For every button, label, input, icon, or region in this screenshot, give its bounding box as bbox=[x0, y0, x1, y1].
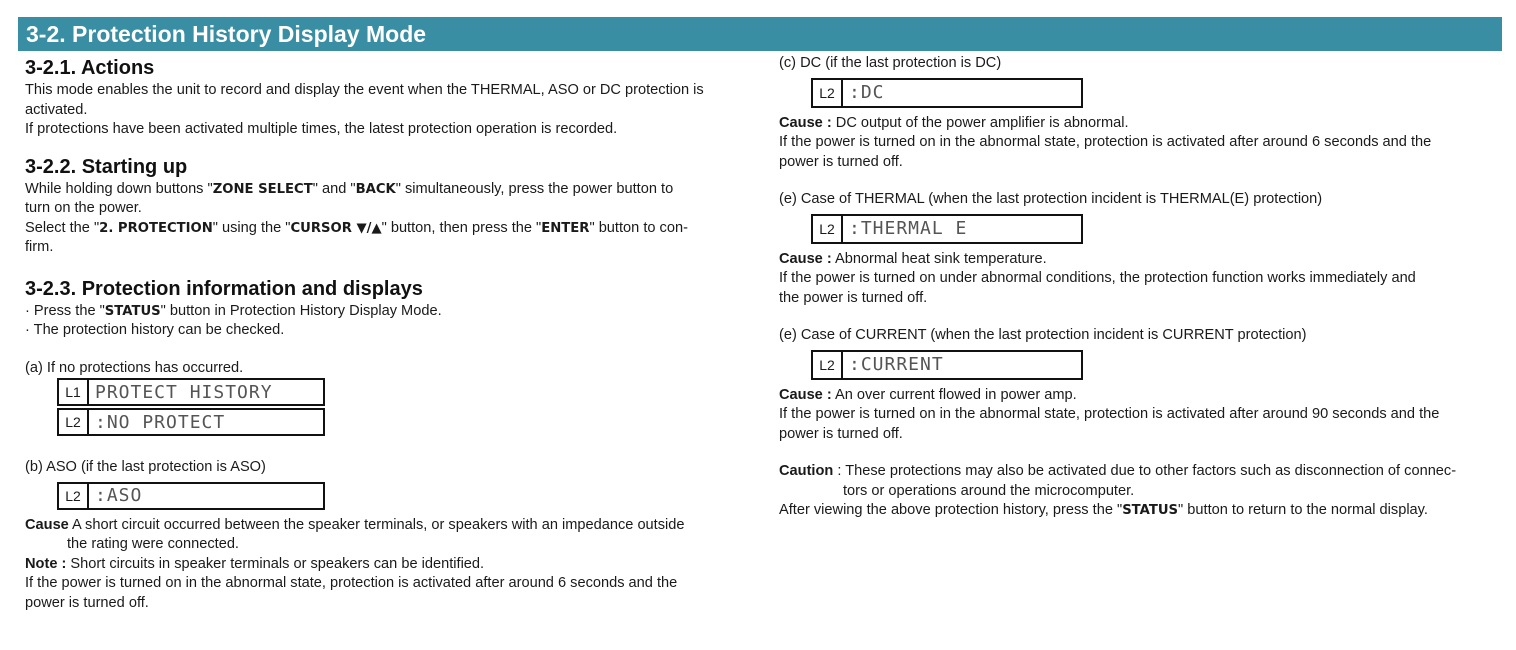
status-button-label: STATUS bbox=[1122, 503, 1179, 518]
lcd-line-tag: L2 bbox=[59, 410, 89, 434]
case-c-extra-1: If the power is turned on in the abnormal state, protection is activated after around 6 seconds and the bbox=[779, 134, 1432, 150]
section-banner bbox=[18, 17, 1502, 51]
case-e-current-extra-2: power is turned off. bbox=[779, 425, 903, 442]
case-c-extra-2: power is turned off. bbox=[779, 153, 903, 170]
protection-menu-label: 2. PROTECTION bbox=[99, 220, 213, 236]
lcd-display-aso bbox=[57, 482, 325, 510]
lcd-display-dc bbox=[811, 78, 1083, 108]
case-b-cause-cont: the rating were connected. bbox=[67, 536, 239, 552]
case-b-title: (b) ASO (if the last protection is ASO) bbox=[25, 459, 266, 475]
lcd-display-line-2 bbox=[57, 408, 325, 436]
lcd-line-value: PROTECT HISTORY bbox=[95, 381, 273, 403]
case-b-cause: Cause A short circuit occurred between the speaker terminals, or speakers with an impedance outside bbox=[25, 516, 685, 533]
case-e-thermal-extra-1: If the power is turned on under abnormal conditions, the protection function works immediately and bbox=[779, 270, 1416, 286]
caution-line-2: tors or operations around the microcomputer. bbox=[843, 482, 1135, 499]
status-button-label: STATUS bbox=[104, 303, 161, 319]
back-button-label: BACK bbox=[355, 181, 396, 197]
lcd-line-value: :ASO bbox=[95, 485, 143, 506]
case-c-title: (c) DC (if the last protection is DC) bbox=[779, 55, 1002, 71]
caution-line-1: Caution : These protections may also be activated due to other factors such as disconnection of connec- bbox=[779, 463, 1457, 479]
starting-line-2: turn on the power. bbox=[25, 200, 142, 216]
case-c-cause: Cause : DC output of the power amplifier is abnormal. bbox=[779, 114, 1129, 131]
case-e-current-extra-1: If the power is turned on in the abnormal state, protection is activated after around 90 seconds and the bbox=[779, 406, 1440, 422]
info-line-1: · Press the "STATUS" button in Protection History Display Mode. bbox=[25, 302, 442, 319]
case-b-extra-2: power is turned off. bbox=[25, 594, 149, 611]
info-heading: 3-2.3. Protection information and displays bbox=[25, 277, 423, 300]
actions-line-1: This mode enables the unit to record and display the event when the THERMAL, ASO or DC protection is bbox=[25, 82, 704, 98]
lcd-line-tag: L2 bbox=[813, 216, 843, 242]
case-e-current-title: (e) Case of CURRENT (when the last protection incident is CURRENT protection) bbox=[779, 327, 1307, 343]
lcd-line-tag: L2 bbox=[813, 80, 843, 106]
case-e-thermal-title: (e) Case of THERMAL (when the last protection incident is THERMAL(E) protection) bbox=[779, 191, 1323, 207]
actions-heading: 3-2.1. Actions bbox=[25, 57, 155, 79]
lcd-line-tag: L2 bbox=[813, 352, 843, 378]
lcd-line-value: :THERMAL E bbox=[849, 218, 968, 239]
case-b-note: Note : Short circuits in speaker terminals or speakers can be identified. bbox=[25, 555, 485, 572]
starting-line-4: firm. bbox=[25, 239, 54, 255]
cursor-button-label: CURSOR ▼/▲ bbox=[290, 220, 382, 236]
lcd-display-line-1 bbox=[57, 378, 325, 406]
lcd-line-value: :DC bbox=[849, 82, 885, 103]
caution-line-3: After viewing the above protection history, press the "STATUS" button to return to the normal display. bbox=[779, 502, 1428, 518]
lcd-line-value: :CURRENT bbox=[849, 354, 944, 375]
lcd-line-tag: L2 bbox=[59, 484, 89, 508]
lcd-line-tag: L1 bbox=[59, 380, 89, 404]
info-line-2: · The protection history can be checked. bbox=[25, 322, 285, 338]
case-a-title: (a) If no protections has occurred. bbox=[25, 359, 244, 376]
starting-line-3: Select the "2. PROTECTION" using the "CURSOR ▼/▲" button, then press the "ENTER" button to con- bbox=[25, 219, 688, 236]
case-e-current-cause: Cause : An over current flowed in power amp. bbox=[779, 386, 1077, 403]
starting-line-1: While holding down buttons "ZONE SELECT" and "BACK" simultaneously, press the power button to bbox=[25, 180, 674, 197]
actions-line-2: activated. bbox=[25, 101, 88, 118]
section-title: 3-2. Protection History Display Mode bbox=[26, 21, 427, 47]
lcd-display-current bbox=[811, 350, 1083, 380]
right-column bbox=[779, 54, 1504, 521]
zone-select-button-label: ZONE SELECT bbox=[212, 181, 313, 197]
starting-heading: 3-2.2. Starting up bbox=[25, 155, 188, 178]
case-e-thermal-extra-2: the power is turned off. bbox=[779, 289, 928, 306]
left-column bbox=[25, 55, 745, 613]
case-b-extra-1: If the power is turned on in the abnormal state, protection is activated after around 6 seconds and the bbox=[25, 575, 678, 591]
lcd-display-thermal bbox=[811, 214, 1083, 244]
lcd-line-value: :NO PROTECT bbox=[95, 411, 226, 433]
case-e-thermal-cause: Cause : Abnormal heat sink temperature. bbox=[779, 250, 1047, 267]
enter-button-label: ENTER bbox=[541, 220, 590, 236]
actions-line-3: If protections have been activated multiple times, the latest protection operation is recorded. bbox=[25, 121, 618, 137]
